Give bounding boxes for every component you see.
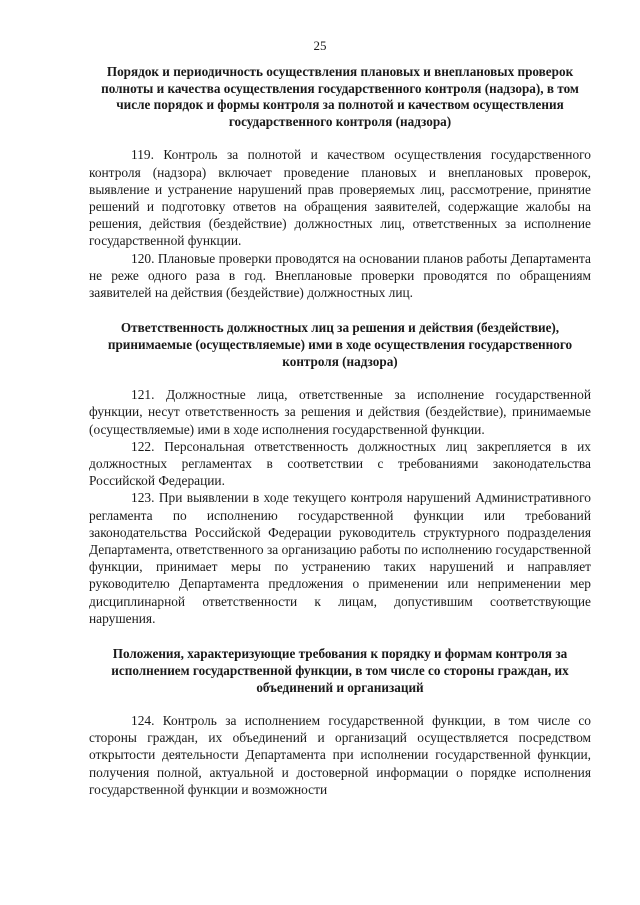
paragraph-124: 124. Контроль за исполнением государственной функции, в том числе со стороны граждан, их объединений и организаций осуществляется посредством открытости деятельности Департамента при исполнении государственной функции, получения полной, актуальной и достоверной информации о порядке исполнения государственной функции и возможности	[89, 713, 591, 797]
page-number: 25	[313, 38, 327, 53]
section-responsibility	[89, 319, 591, 627]
paragraph-122: 122. Персональная ответственность должностных лиц закрепляется в их должностных регламентах в соответствии с требованиями законодательства Российской Федерации.	[89, 438, 591, 489]
paragraph-121: 121. Должностные лица, ответственные за исполнение государственной функции, несут ответственность за решения и действия (бездействие), принимаемые (осуществляемые) ими в ходе исполнения государственной функции.	[89, 387, 591, 437]
section-inspections	[89, 64, 591, 301]
page-content	[89, 64, 591, 798]
section-public-control	[89, 645, 591, 798]
paragraph-119: 119. Контроль за полнотой и качеством осуществления государственного контроля (надзора) включает проведение плановых и внеплановых проверок, выявление и устранение нарушений прав проверяемых лиц, рассмотрение, принятие решений и подготовку ответов на обращения заявителей, содержащие жалобы на решения, действия (бездействие) должностных лиц, ответственных за исполнение государственной функции.	[89, 147, 591, 249]
section-heading: Положения, характеризующие требования к порядку и формам контроля за исполнением государственной функции, в том числе со стороны граждан, их объединений и организаций	[111, 646, 569, 696]
section-heading: Порядок и периодичность осуществления плановых и внеплановых проверок полноты и качества осуществления государственного контроля (надзора), в том числе порядок и формы контроля за полнотой и качеством осуществления государственного контроля (надзора)	[101, 64, 579, 129]
section-heading: Ответственность должностных лиц за решения и действия (бездействие), принимаемые (осуществляемые) ими в ходе осуществления государственного контроля (надзора)	[107, 320, 573, 370]
paragraph-120: 120. Плановые проверки проводятся на основании планов работы Департамента не реже одного раза в год. Внеплановые проверки проводятся по обращениям заявителей на действия (бездействие) должностных лиц.	[89, 250, 591, 300]
paragraph-123: 123. При выявлении в ходе текущего контроля нарушений Административного регламента по исполнению государственной функции или требований законодательства Российской Федерации руководитель структурного подразделения Департамента, ответственного за организацию работы по исполнению государственной функции, принимает меры по устранению таких нарушений и направляет руководителю Департамента предложения о применении или неприменении мер дисциплинарной ответственности к лицам, допустившим соответствующие нарушения.	[89, 490, 591, 626]
